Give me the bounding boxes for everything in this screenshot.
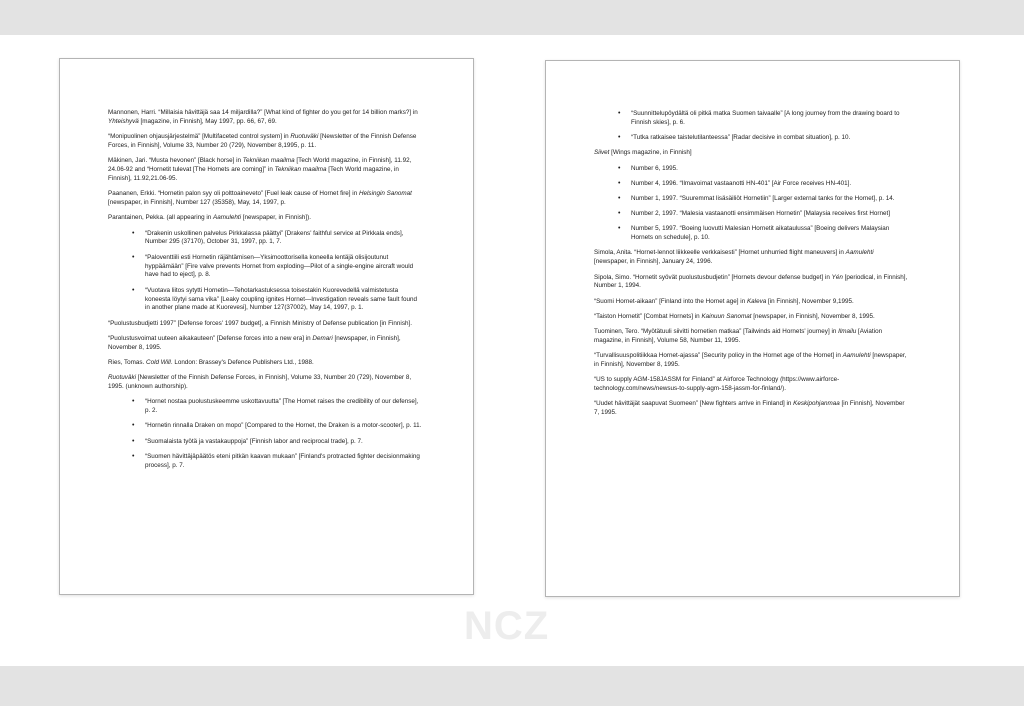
bullet-dot-icon: •: [132, 452, 135, 460]
italic-title: Ilmailu: [838, 328, 857, 336]
reference-text: “Uudet hävittäjät saapuvat Suomeen” [New fighters arrive in Finland] in: [594, 400, 794, 408]
reference-text: [Newsletter of the Finnish Defense Forces, in Finnish], Volume 33, Number 20 (729), November 8,1995, p. 11.: [108, 133, 417, 150]
reference-text: “Suomen hävittäjäpäätös eteni pitkän kaavan mukaan” [Finland's protracted fighter decisionmaking process], p. 7.: [145, 452, 420, 469]
reference-text: [newspaper, in Finnish], January 24, 1996.: [594, 258, 713, 266]
reference-text: [in Finnish], November 7, 1995.: [594, 400, 905, 417]
reference-text: Number 1, 1997. “Suuremmat lisäsäiliöt Hornetiin” [Larger external tanks for the Hornet], p. 14.: [631, 194, 895, 202]
italic-title: Tekniikan maailma: [274, 166, 327, 174]
reference-entry: [594, 400, 909, 418]
reference-entry: [594, 376, 909, 394]
reference-bullet: [108, 453, 423, 471]
reference-text: “Vuotava liitos sytytti Hornetin—Tehotarkastuksessa toisestakin Kuorevedellä valmistetusta koneesta löytyi sama vika” [Leaky coupling ignites Hornet—Investigation reveals same fault found in another plane made at Kuorevesi], Number 127(37002), May 14, 1997, p. 1.: [145, 286, 417, 312]
bullet-dot-icon: •: [132, 229, 135, 237]
reference-text: “Suomalaista työtä ja vastakauppoja” [Finnish labor and reciprocal trade], p. 7.: [145, 437, 363, 445]
reference-text: [magazine, in Finnish], May 1997, pp. 66, 67, 69.: [138, 117, 277, 125]
reference-entry: [108, 157, 423, 184]
bullet-dot-icon: •: [132, 253, 135, 261]
reference-text: Tuominen, Tero. “Myötätuuli siivitti hornetien matkaa” [Tailwinds aid Hornets' journey] in: [594, 328, 839, 336]
italic-title: Ruotuväki: [108, 374, 137, 382]
reference-text: [newspaper, in Finnish], Number 127 (35358), May, 14, 1997, p.: [108, 199, 286, 207]
reference-text: . London: Brassey's Defence Publishers Ltd., 1988.: [170, 359, 314, 366]
reference-entry: [594, 328, 909, 346]
italic-title: Yén: [831, 273, 843, 281]
bullet-dot-icon: •: [618, 134, 621, 142]
document-page-right: [545, 60, 960, 597]
reference-text: “Hornetin rinnalla Draken on mopo” [Compared to the Hornet, the Draken is a motor-scooter], p. 11.: [145, 422, 422, 430]
reference-entry: [108, 214, 423, 223]
reference-bullet: [108, 254, 423, 281]
italic-title: Keskipohjanmaa: [793, 400, 840, 408]
reference-text: “Drakenin uskollinen palvelus Pirkkalassa päättyi” [Drakens' faithful service at Pirkkala ends], Number 295 (37170), October 31, 1997, pp. 1, 7.: [145, 229, 404, 246]
reference-text: Simola, Anita. “Hornet-lennot liikkeelle verkkaisesti” [Hornet unhurried flight maneuvers] in: [594, 249, 846, 257]
reference-entry: [594, 274, 909, 292]
bullet-dot-icon: •: [618, 179, 621, 187]
italic-title: Kainuun Sanomat: [701, 312, 752, 320]
reference-text: [newspaper, in Finnish], November 8, 1995.: [594, 352, 907, 369]
reference-bullet: [108, 230, 423, 248]
italic-title: Aamulehti: [845, 249, 874, 257]
reference-text: [newspaper, in Finnish], November 8, 1995.: [108, 334, 401, 351]
bullet-dot-icon: •: [132, 398, 135, 406]
reference-bullet: [594, 134, 909, 143]
reference-bullet: [108, 287, 423, 314]
reference-text: “Tutka ratkaisee taistelutilanteessa” [Radar decisive in combat situation], p. 10.: [631, 134, 851, 142]
italic-title: Aamulehti: [842, 352, 871, 360]
reference-entry: [594, 313, 909, 322]
document-page-left: [59, 58, 474, 595]
reference-text: “Suomi Hornet-aikaan” [Finland into the Hornet age] in: [594, 297, 747, 305]
italic-title: Cold Will: [146, 359, 171, 366]
reference-text: [newspaper, in Finnish], November 8, 1995.: [751, 312, 875, 320]
reference-bullet: [594, 110, 909, 128]
reference-entry: [108, 190, 423, 208]
reference-entry: [594, 149, 909, 158]
reference-entry: [594, 249, 909, 267]
reference-text: “Paloventtiili esti Hornetin räjähtämisen—Yksimoottorisella koneella lentäjä olisijoutunut hyppäämään” [Fire valve prevents Hornet from exploding—Pilot of a single-engine aircraft would have had to eject], p. 8.: [145, 253, 414, 279]
reference-bullet: [594, 165, 909, 174]
bullet-dot-icon: •: [132, 422, 135, 430]
reference-text: [periodical, in Finnish], Number 1, 1994.: [594, 273, 908, 290]
reference-text: Parantainen, Pekka. (all appearing in: [108, 214, 214, 222]
reference-text: Number 6, 1995.: [631, 164, 678, 172]
reference-text: “Suunnittelupöydältä oli pitkä matka Suomen taivaalle” [A long journey from the drawing board to Finnish skies], p. 6.: [631, 110, 900, 126]
italic-title: Siivet: [594, 149, 610, 157]
reference-text: [Tech World magazine, in Finnish], 11.92,21.06-95.: [108, 166, 399, 183]
bullet-dot-icon: •: [132, 437, 135, 445]
watermark-logo: NCZ: [464, 604, 550, 648]
reference-text: Mannonen, Harri. “Millaisia hävittäjä saa 14 miljardilla?” [What kind of fighter do you get for 14 billion marks?] in: [108, 109, 418, 116]
reference-text: Number 2, 1997. “Malesia vastaanotti ensimmäisen Hornetin” [Malaysia receives first Hornet]: [631, 210, 890, 218]
reference-text: “Hornet nostaa puolustuskeemme uskottavuutta” [The Hornet raises the credibility of our defense], p. 2.: [145, 398, 419, 415]
reference-text: “US to supply AGM-158JASSM for Finland” at Airforce Technology (https://www.airforce-technology.com/news/newsus-to-supply-agm-158-jassm-for-finland/).: [594, 376, 840, 393]
reference-text: Number 4, 1996. “Ilmavoimat vastaanotti HN-401” [Air Force receives HN-401].: [631, 179, 852, 187]
italic-title: Ruotuväki: [290, 133, 319, 141]
reference-text: “Puolustusvoimat uuteen aikakauteen” [Defense forces into a new era] in: [108, 334, 313, 342]
bottom-gray-band: [0, 666, 1024, 706]
reference-bullet: [108, 398, 423, 416]
reference-text: “Turvallisuuspolitiikkaa Hornet-ajassa” [Security policy in the Hornet age of the Hornet] in: [594, 352, 843, 360]
reference-bullet: [594, 210, 909, 219]
reference-entry: [594, 352, 909, 370]
reference-text: [Wings magazine, in Finnish]: [609, 149, 692, 157]
bullet-dot-icon: •: [132, 286, 135, 294]
reference-bullet: [594, 225, 909, 243]
reference-entry: [108, 335, 423, 353]
reference-text: [Aviation magazine, in Finnish], Volume 58, Number 11, 1995.: [594, 328, 883, 344]
reference-entry: [108, 374, 423, 392]
reference-entry: [108, 320, 423, 329]
reference-text: Sipola, Simo. “Hornetit syövät puolustusbudjetin” [Hornets devour defense budget] in: [594, 273, 832, 281]
reference-entry: [108, 133, 423, 151]
italic-title: Aamulehti: [213, 214, 242, 222]
reference-text: [newspaper, in Finnish]).: [241, 214, 312, 222]
reference-text: Mäkinen, Jari. “Musta hevonen” [Black horse] in: [108, 157, 243, 165]
reference-text: [Tech World magazine, in Finnish], 11.92, 24.06-92 and “Hornetit tulevat [The Hornets are coming]” in: [108, 157, 412, 174]
italic-title: Helsingin Sanomat: [358, 190, 412, 198]
bullet-dot-icon: •: [618, 225, 621, 233]
reference-text: [in Finnish], November 9,1995.: [766, 297, 854, 305]
reference-entry: [594, 298, 909, 307]
reference-entry: [108, 109, 423, 127]
reference-entry: [108, 359, 423, 368]
bullet-dot-icon: •: [618, 164, 621, 172]
italic-title: Kaleva: [746, 297, 767, 305]
reference-bullet: [108, 438, 423, 447]
italic-title: Demari: [312, 334, 333, 342]
reference-bullet: [594, 180, 909, 189]
bullet-dot-icon: •: [618, 194, 621, 202]
reference-text: [Newsletter of the Finnish Defense Forces, in Finnish], Volume 33, Number 20 (729), November 8, 1995. (unknown authorship).: [108, 374, 412, 391]
reference-text: “Monipuolinen ohjausjärjestelmä” [Multifaceted control system] in: [108, 133, 291, 141]
bullet-dot-icon: •: [618, 210, 621, 218]
reference-bullet: [108, 422, 423, 431]
italic-title: Yhteishyvä: [108, 117, 139, 125]
bullet-dot-icon: •: [618, 110, 621, 117]
reference-text: Ries, Tomas.: [108, 359, 147, 366]
reference-text: Number 5, 1997. “Boeing luovutti Malesian Hornetit aikataulussa” [Boeing delivers Malaysian Hornets on schedule], p. 10.: [631, 225, 890, 242]
reference-text: “Taiston Hornetit” [Combat Hornets] in: [594, 312, 702, 320]
italic-title: Tekniikan maailma: [242, 157, 295, 165]
reference-text: “Puolustusbudjetti 1997” [Defense forces' 1997 budget], a Finnish Ministry of Defense publication [in Finnish].: [108, 319, 412, 327]
top-gray-band: [0, 0, 1024, 35]
reference-text: Paananen, Erkki. “Hornetin palon syy oli polttoaineveto” [Fuel leak cause of Hornet fire] in: [108, 190, 359, 198]
reference-bullet: [594, 195, 909, 204]
